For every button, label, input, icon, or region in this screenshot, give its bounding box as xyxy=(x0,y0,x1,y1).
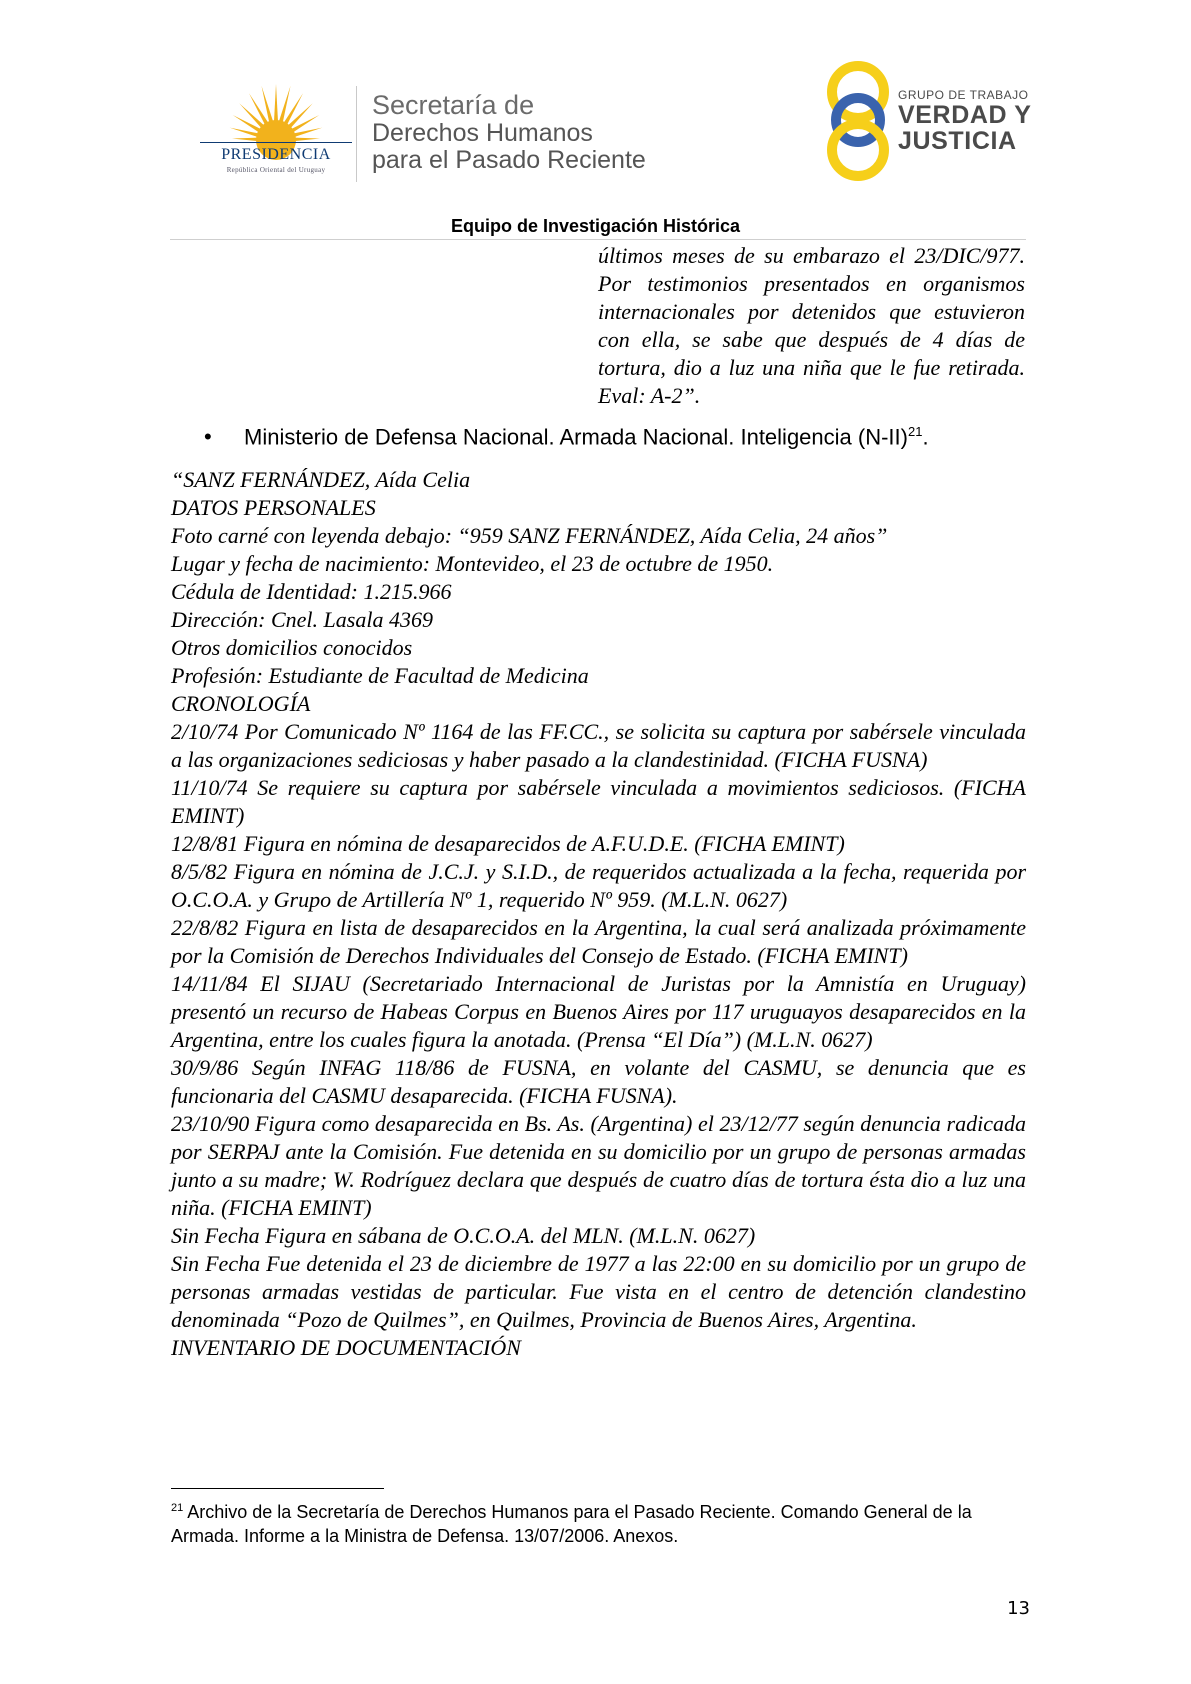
chronology-entry: 22/8/82 Figura en lista de desaparecidos en la Argentina, la cual será analizada próximamente por la Comisión de Derechos Individuales del Consejo de Estado. (FICHA EMINT) xyxy=(171,915,1026,968)
chronology-entry: 14/11/84 El SIJAU (Secretariado Internacional de Juristas por la Amnistía en Uruguay) presentó un recurso de Habeas Corpus en Buenos Aires por 117 uruguayos desaparecidos en la Argentina, entre los cuales figura la anotada. (Prensa “El Día”) (M.L.N. 0627) xyxy=(171,971,1026,1052)
footnote-rule xyxy=(171,1488,384,1489)
justicia-label: JUSTICIA xyxy=(898,127,1017,155)
source-bullet xyxy=(204,424,929,450)
footnote-number: 21 xyxy=(171,1502,184,1514)
page-number: 13 xyxy=(1007,1598,1030,1619)
presidencia-subtitle: República Oriental del Uruguay xyxy=(226,166,326,174)
chronology-entry: 23/10/90 Figura como desaparecida en Bs. As. (Argentina) el 23/12/77 según denuncia radicada por SERPAJ ante la Comisión. Fue detenida en su domicilio por un grupo de personas armadas junto a su madre; W. Rodríguez declara que después de cuatro días de tortura ésta dio a luz una niña. (FICHA EMINT) xyxy=(171,1111,1026,1220)
verdad-label: VERDAD Y xyxy=(898,101,1032,129)
presidencia-name: PRESIDENCIA xyxy=(221,146,331,163)
record-line: Otros domicilios conocidos xyxy=(171,635,413,660)
header-divider xyxy=(356,86,357,182)
record-line: Dirección: Cnel. Lasala 4369 xyxy=(171,607,433,632)
footnote-text: Archivo de la Secretaría de Derechos Humanos para el Pasado Reciente. Comando General de la Armada. Informe a la Ministra de Defensa. 13/07/2006. Anexos. xyxy=(171,1502,972,1546)
record-line: Foto carné con leyenda debajo: “959 SANZ FERNÁNDEZ, Aída Celia, 24 años” xyxy=(171,523,888,548)
source-text-end: . xyxy=(922,424,929,450)
source-text: Ministerio de Defensa Nacional. Armada Nacional. Inteligencia (N-II) xyxy=(244,424,908,450)
chronology-entry: 12/8/81 Figura en nómina de desaparecidos de A.F.U.D.E. (FICHA EMINT) xyxy=(171,831,845,856)
header-rule xyxy=(170,239,1026,240)
record-line: “SANZ FERNÁNDEZ, Aída Celia xyxy=(171,467,471,492)
record-line: Cédula de Identidad: 1.215.966 xyxy=(171,579,452,604)
secretaria-logo xyxy=(372,90,646,174)
linked-rings-icon xyxy=(818,58,898,182)
grupo-label: GRUPO DE TRABAJO xyxy=(898,88,1029,102)
record-line: DATOS PERSONALES xyxy=(171,495,376,520)
presidencia-rule xyxy=(200,142,352,143)
bullet-symbol: • xyxy=(204,424,212,450)
record-body xyxy=(171,466,1026,1362)
chronology-entry: 8/5/82 Figura en nómina de J.C.J. y S.I.D., de requeridos actualizada a la fecha, requerida por O.C.O.A. y Grupo de Artillería Nº 1, requerido Nº 959. (M.L.N. 0627) xyxy=(171,859,1026,912)
secretaria-line1: Secretaría de xyxy=(372,90,535,120)
chronology-entry: Sin Fecha Fue detenida el 23 de diciembre de 1977 a las 22:00 en su domicilio por un grupo de personas armadas vestidas de particular. Fue vista en el centro de detención clandestino denominada “Pozo de Quilmes”, en Quilmes, Provincia de Buenos Aires, Argentina. xyxy=(171,1251,1026,1332)
record-line: Lugar y fecha de nacimiento: Montevideo, el 23 de octubre de 1950. xyxy=(171,551,774,576)
record-line: Profesión: Estudiante de Facultad de Medicina xyxy=(171,663,589,688)
chronology-entry: 11/10/74 Se requiere su captura por sabérsele vinculada a movimientos sediciosos. (FICHA EMINT) xyxy=(171,775,1026,828)
footnote-ref[interactable]: 21 xyxy=(907,424,923,439)
footnote xyxy=(171,1496,1026,1548)
chronology-entry: 2/10/74 Por Comunicado Nº 1164 de las FF.CC., se solicita su captura por sabérsele vinculada a las organizaciones sediciosas y haber pasado a la clandestinidad. (FICHA FUSNA) xyxy=(171,719,1026,772)
chronology-entry: 30/9/86 Según INFAG 118/86 de FUSNA, en volante del CASMU, se denuncia que es funcionaria del CASMU desaparecida. (FICHA FUSNA). xyxy=(171,1055,1026,1108)
secretaria-line3: para el Pasado Reciente xyxy=(372,146,646,174)
secretaria-line2: Derechos Humanos xyxy=(372,119,593,147)
record-line: CRONOLOGÍA xyxy=(171,691,311,716)
record-line: INVENTARIO DE DOCUMENTACIÓN xyxy=(171,1335,521,1360)
verdad-justicia-logo xyxy=(818,58,1038,188)
running-header-title: Equipo de Investigación Histórica xyxy=(450,216,741,236)
quote-continuation: últimos meses de su embarazo el 23/DIC/977. Por testimonios presentados en organismos internacionales por detenidos que estuvieron con ella, se sabe que después de 4 días de tortura, dio a luz una niña que le fue retirada. Eval: A-2”. xyxy=(598,243,1025,408)
chronology-entry: Sin Fecha Figura en sábana de O.C.O.A. del MLN. (M.L.N. 0627) xyxy=(171,1223,756,1248)
